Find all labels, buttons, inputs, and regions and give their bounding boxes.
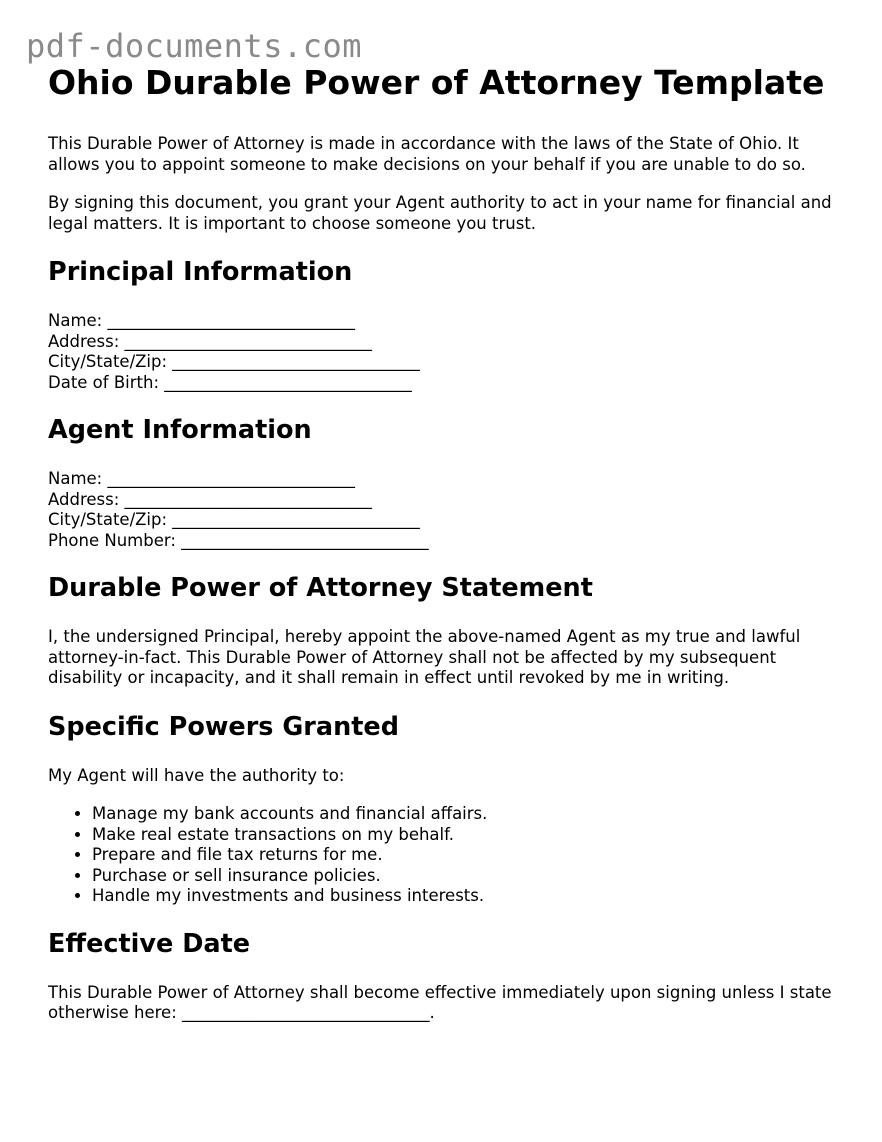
powers-list [48,804,848,907]
statement-heading: Durable Power of Attorney Statement [48,573,593,603]
statement-text: I, the undersigned Principal, hereby appoint the above-named Agent as my true and lawful attorney-in-fact. This Durable Power of Attorney shall not be affected by my subsequent disability or incapacity, and it shall remain in effect until revoked by me in writing. [48,627,801,687]
intro-paragraph-2: By signing this document, you grant your Agent authority to act in your name for financial and legal matters. It is important to choose someone you trust. [48,193,832,233]
principal-name-field: Name: ______________________________ [48,311,355,330]
principal-address-field: Address: ______________________________ [48,331,373,351]
effective-text: This Durable Power of Attorney shall become effective immediately upon signing unless I state otherwise here: ______________________________. [48,982,832,1022]
effective-heading: Effective Date [48,928,251,959]
principal-date-of-birth-field: Date of Birth: ______________________________ [48,372,412,392]
list-item: • Make real estate transactions on my behalf. [92,825,848,846]
list-item: • Manage my bank accounts and financial affairs. [92,804,848,825]
page-title: Ohio Durable Power of Attorney Template [48,63,825,102]
agent-fields [48,469,848,551]
document-body [48,62,848,1042]
list-item: • Purchase or sell insurance policies. [92,866,848,887]
principal-city-state-zip-field: City/State/Zip: ______________________________ [48,352,420,371]
intro-paragraph-1: This Durable Power of Attorney is made in accordance with the laws of the State of Ohio. It allows you to appoint someone to make decisions on your behalf if you are unable to do so. [48,134,806,174]
principal-heading: Principal Information [48,257,353,287]
agent-name-field: Name: ______________________________ [48,469,355,488]
principal-fields [48,311,848,393]
agent-phone-number-field: Phone Number: ______________________________ [48,530,429,550]
agent-city-state-zip-field: City/State/Zip: ______________________________ [48,510,420,529]
list-item: • Prepare and file tax returns for me. [92,845,848,866]
list-item: • Handle my investments and business interests. [92,886,848,907]
agent-address-field: Address: ______________________________ [48,489,373,509]
powers-intro: My Agent will have the authority to: [48,765,345,785]
agent-heading: Agent Information [48,415,312,445]
watermark: pdf-documents.com [26,27,363,65]
powers-heading: Specific Powers Granted [48,711,399,742]
